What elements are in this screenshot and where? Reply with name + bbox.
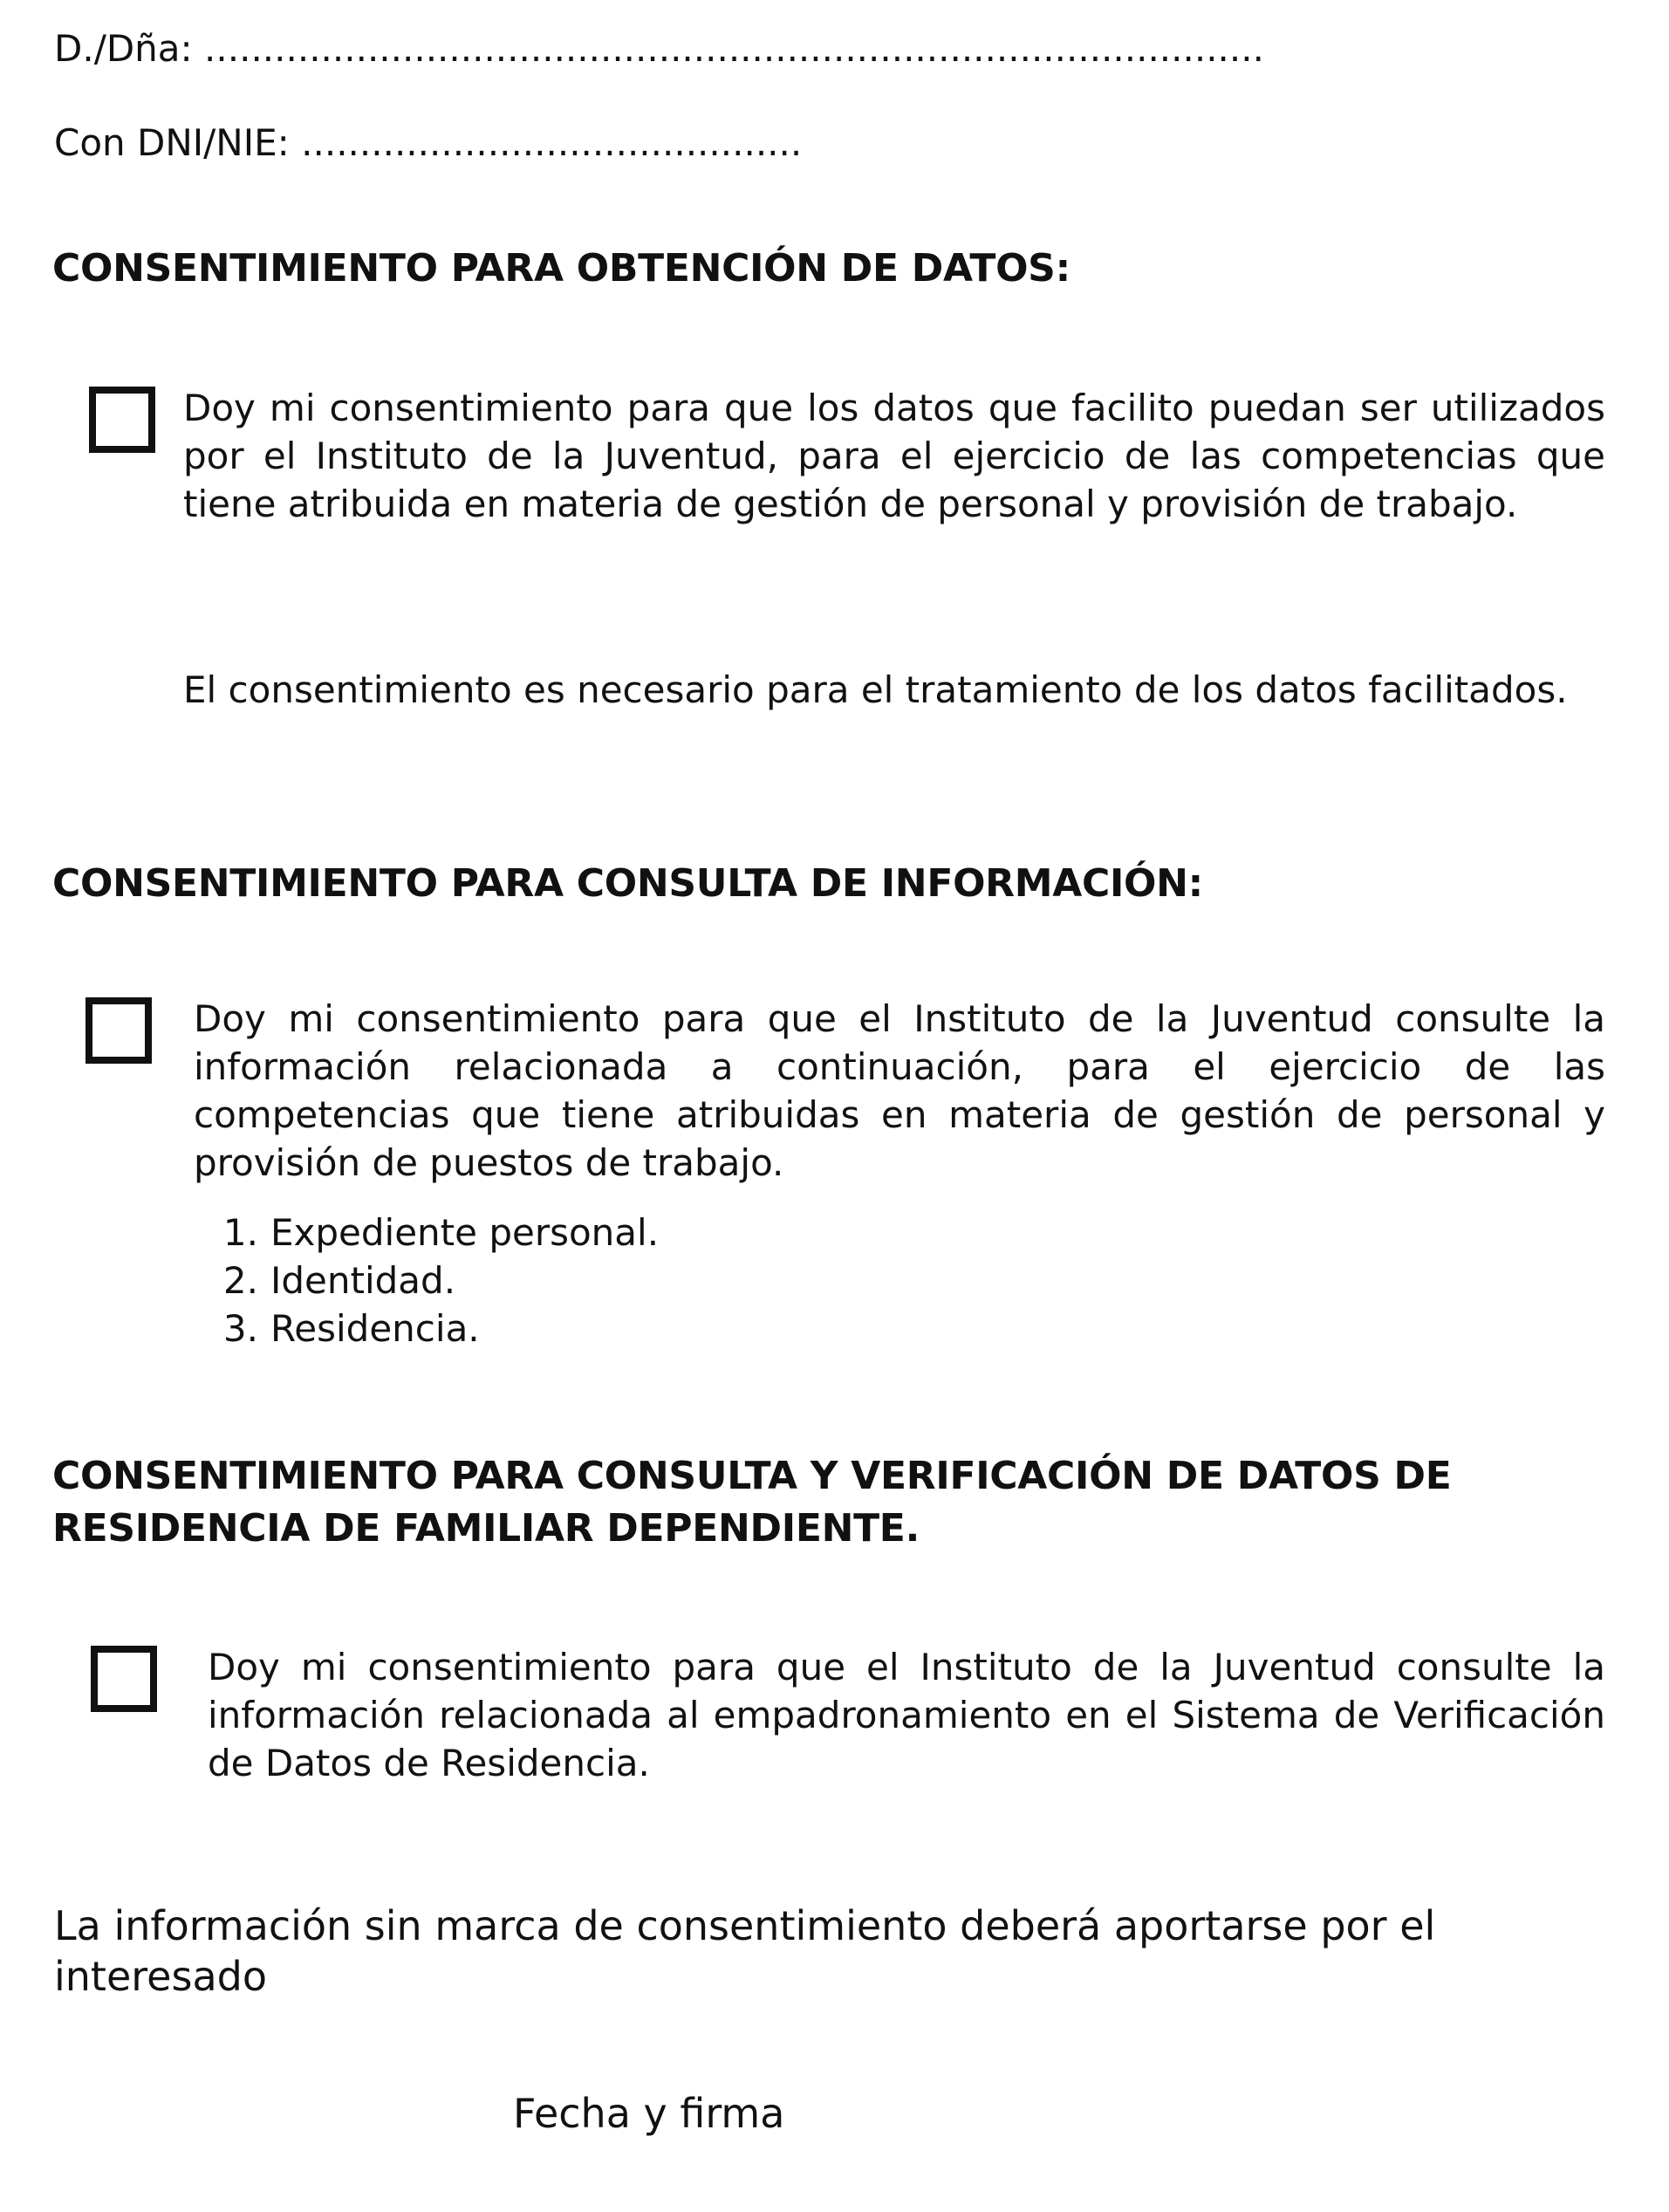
name-dots: ........................................................................................... bbox=[204, 27, 1264, 70]
list-item bbox=[194, 1209, 659, 1257]
id-dots: ........................................... bbox=[301, 121, 803, 164]
section-1-heading: CONSENTIMIENTO PARA OBTENCIÓN DE DATOS: bbox=[52, 246, 1070, 291]
section-1-paragraph-2: El consentimiento es necesario para el tratamiento de los datos facilitados. bbox=[183, 668, 1568, 711]
list-item-number: 2. bbox=[222, 1259, 258, 1302]
name-label: D./Dña: bbox=[54, 27, 205, 70]
section-2-heading: CONSENTIMIENTO PARA CONSULTA DE INFORMACIÓN: bbox=[52, 861, 1203, 906]
id-field[interactable] bbox=[54, 120, 802, 166]
id-label: Con DNI/NIE: bbox=[54, 121, 302, 164]
section-2-paragraph-1: Doy mi consentimiento para que el Instituto de la Juventud consulte la información relacionada a continuación, para el ejercicio de las competencias que tiene atribuidas en materia de gestión de personal y provisión de puestos de trabajo. bbox=[194, 997, 1605, 1184]
closing-note: La información sin marca de consentimiento deberá aportarse por el interesado bbox=[54, 1902, 1436, 2000]
section-3-heading: CONSENTIMIENTO PARA CONSULTA Y VERIFICACIÓN DE DATOS DE RESIDENCIA DE FAMILIAR DEPENDIENTE. bbox=[52, 1454, 1452, 1551]
section-1-checkbox[interactable] bbox=[89, 387, 155, 453]
list-item-number: 1. bbox=[222, 1211, 258, 1254]
section-3-paragraph-1: Doy mi consentimiento para que el Instituto de la Juventud consulte la información relacionada al empadronamiento en el Sistema de Verificación de Datos de Residencia. bbox=[208, 1646, 1605, 1784]
signature-label: Fecha y firma bbox=[513, 2090, 785, 2137]
list-item-number: 3. bbox=[222, 1307, 258, 1350]
list-item-text: Expediente personal. bbox=[270, 1211, 660, 1254]
list-item-text: Residencia. bbox=[270, 1307, 480, 1350]
section-3-checkbox[interactable] bbox=[91, 1646, 157, 1712]
list-item bbox=[194, 1305, 659, 1353]
section-2-checkbox[interactable] bbox=[86, 997, 152, 1064]
section-2-list bbox=[194, 1209, 659, 1353]
list-item bbox=[194, 1257, 659, 1305]
name-field[interactable] bbox=[54, 26, 1264, 72]
section-1-paragraph-1: Doy mi consentimiento para que los datos que facilito puedan ser utilizados por el Instituto de la Juventud, para el ejercicio de las competencias que tiene atribuida en materia de gestión de personal y provisión de trabajo. bbox=[183, 387, 1605, 525]
list-item-text: Identidad. bbox=[270, 1259, 456, 1302]
